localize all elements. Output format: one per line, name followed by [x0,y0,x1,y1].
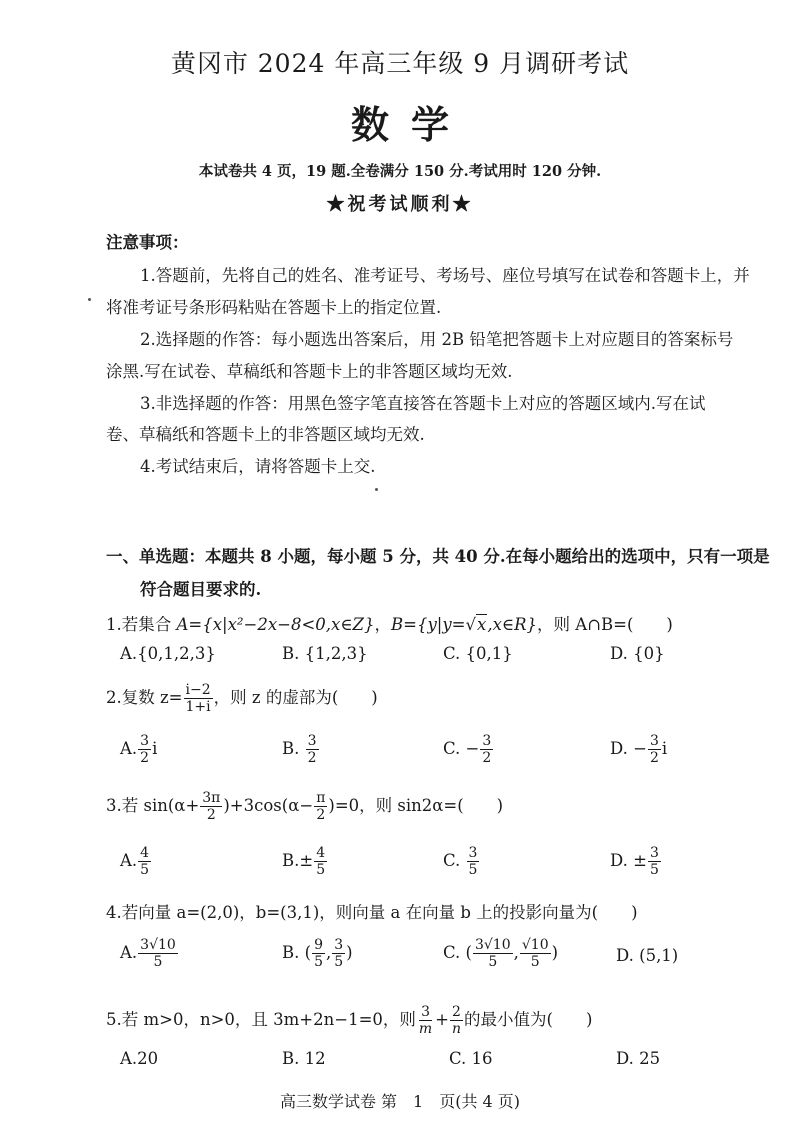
notice-item-1a: 1.答题前，先将自己的姓名、准考证号、考场号、座位号填写在试卷和答题卡上，并 [140,266,750,285]
q2-option-d: D. − $\frac{3}{2}$ i [610,733,668,767]
q3-option-c: C. $\frac{3}{5}$ [443,845,478,879]
question-3: 3.若 sin(α+ $\frac{3\pi}{2}$ )+3cos(α− $\frac{\pi}{2}$ )=0，则 sin2α=( ) [106,790,504,824]
q3-option-a: A. $\frac{4}{5}$ [120,845,150,879]
notice-item-2b: 涂黑.写在试卷、草稿纸和答题卡上的非答题区域均无效. [106,362,513,381]
q4-option-c: C. ( $\frac{3√10}{5}$ , $\frac{√10}{5}$ ) [443,937,559,971]
page-footer: 高三数学试卷 第 1 页(共 4 页) [279,1092,521,1111]
question-2: 2.复数 z= $\frac{i-2}{1+i}$ ，则 z 的虚部为( ) [106,682,378,716]
notice-item-3b: 卷、草稿纸和答题卡上的非答题区域均无效. [106,425,425,444]
section-heading: 一、单选题：本题共 8 小题，每小题 5 分，共 40 分.在每小题给出的选项中，只有一项是 [106,547,770,566]
q3-option-b: B.± $\frac{4}{5}$ [282,845,326,879]
question-5: 5.若 m>0，n>0，且 3m+2n−1=0，则 $\frac{3}{m}$ + $\frac{2}{n}$ 的最小值为( ) [106,1004,593,1038]
q4-option-d: D. (5,1) [616,946,679,965]
scan-speck [375,488,378,491]
q5-option-b: B. 12 [282,1049,326,1068]
q5-option-a: A.20 [120,1049,159,1068]
question-4: 4.若向量 a=(2,0)，b=(3,1)，则向量 a 在向量 b 上的投影向量为( ) [106,903,638,922]
q1-option-d: D. {0} [610,644,665,663]
scan-speck [88,298,91,301]
subject-title: 数学 [350,102,471,147]
q3-option-d: D. ± $\frac{3}{5}$ [610,845,659,879]
fraction: $\frac{i-2}{1+i}$ [185,682,211,716]
q5-option-d: D. 25 [616,1049,661,1068]
q4-option-a: A. $\frac{3√10}{5}$ [120,937,176,971]
question-1: 1.若集合 A={x|x²−2x−8<0,x∈Z}，B={y|y=√x,x∈R}，则 A∩B=( ) [106,615,673,634]
exam-title: 黄冈市 2024 年高三年级 9 月调研考试 [170,49,630,78]
q1-option-c: C. {0,1} [443,644,513,663]
notice-title: 注意事项： [106,233,189,252]
good-luck-banner: ★祝考试顺利★ [326,194,474,215]
exam-info: 本试卷共 4 页，19 题.全卷满分 150 分.考试用时 120 分钟. [198,163,602,180]
notice-item-3a: 3.非选择题的作答：用黑色签字笔直接答在答题卡上对应的答题区域内.写在试 [140,394,706,413]
q5-option-c: C. 16 [449,1049,493,1068]
q2-option-b: B. $\frac{3}{2}$ [282,733,317,767]
notice-item-1b: 将准考证号条形码粘贴在答题卡上的指定位置. [106,298,442,317]
section-heading-cont: 符合题目要求的. [140,580,262,599]
notice-item-2a: 2.选择题的作答：每小题选出答案后，用 2B 铅笔把答题卡上对应题目的答案标号 [140,330,734,349]
q2-option-c: C. − $\frac{3}{2}$ [443,733,492,767]
notice-item-4: 4.考试结束后，请将答题卡上交. [140,457,376,476]
q2-option-a: A. $\frac{3}{2}$ i [120,733,158,767]
q4-option-b: B. ( $\frac{9}{5}$ , $\frac{3}{5}$ ) [282,937,353,971]
q1-option-a: A.{0,1,2,3} [120,644,216,663]
q1-option-b: B. {1,2,3} [282,644,368,663]
